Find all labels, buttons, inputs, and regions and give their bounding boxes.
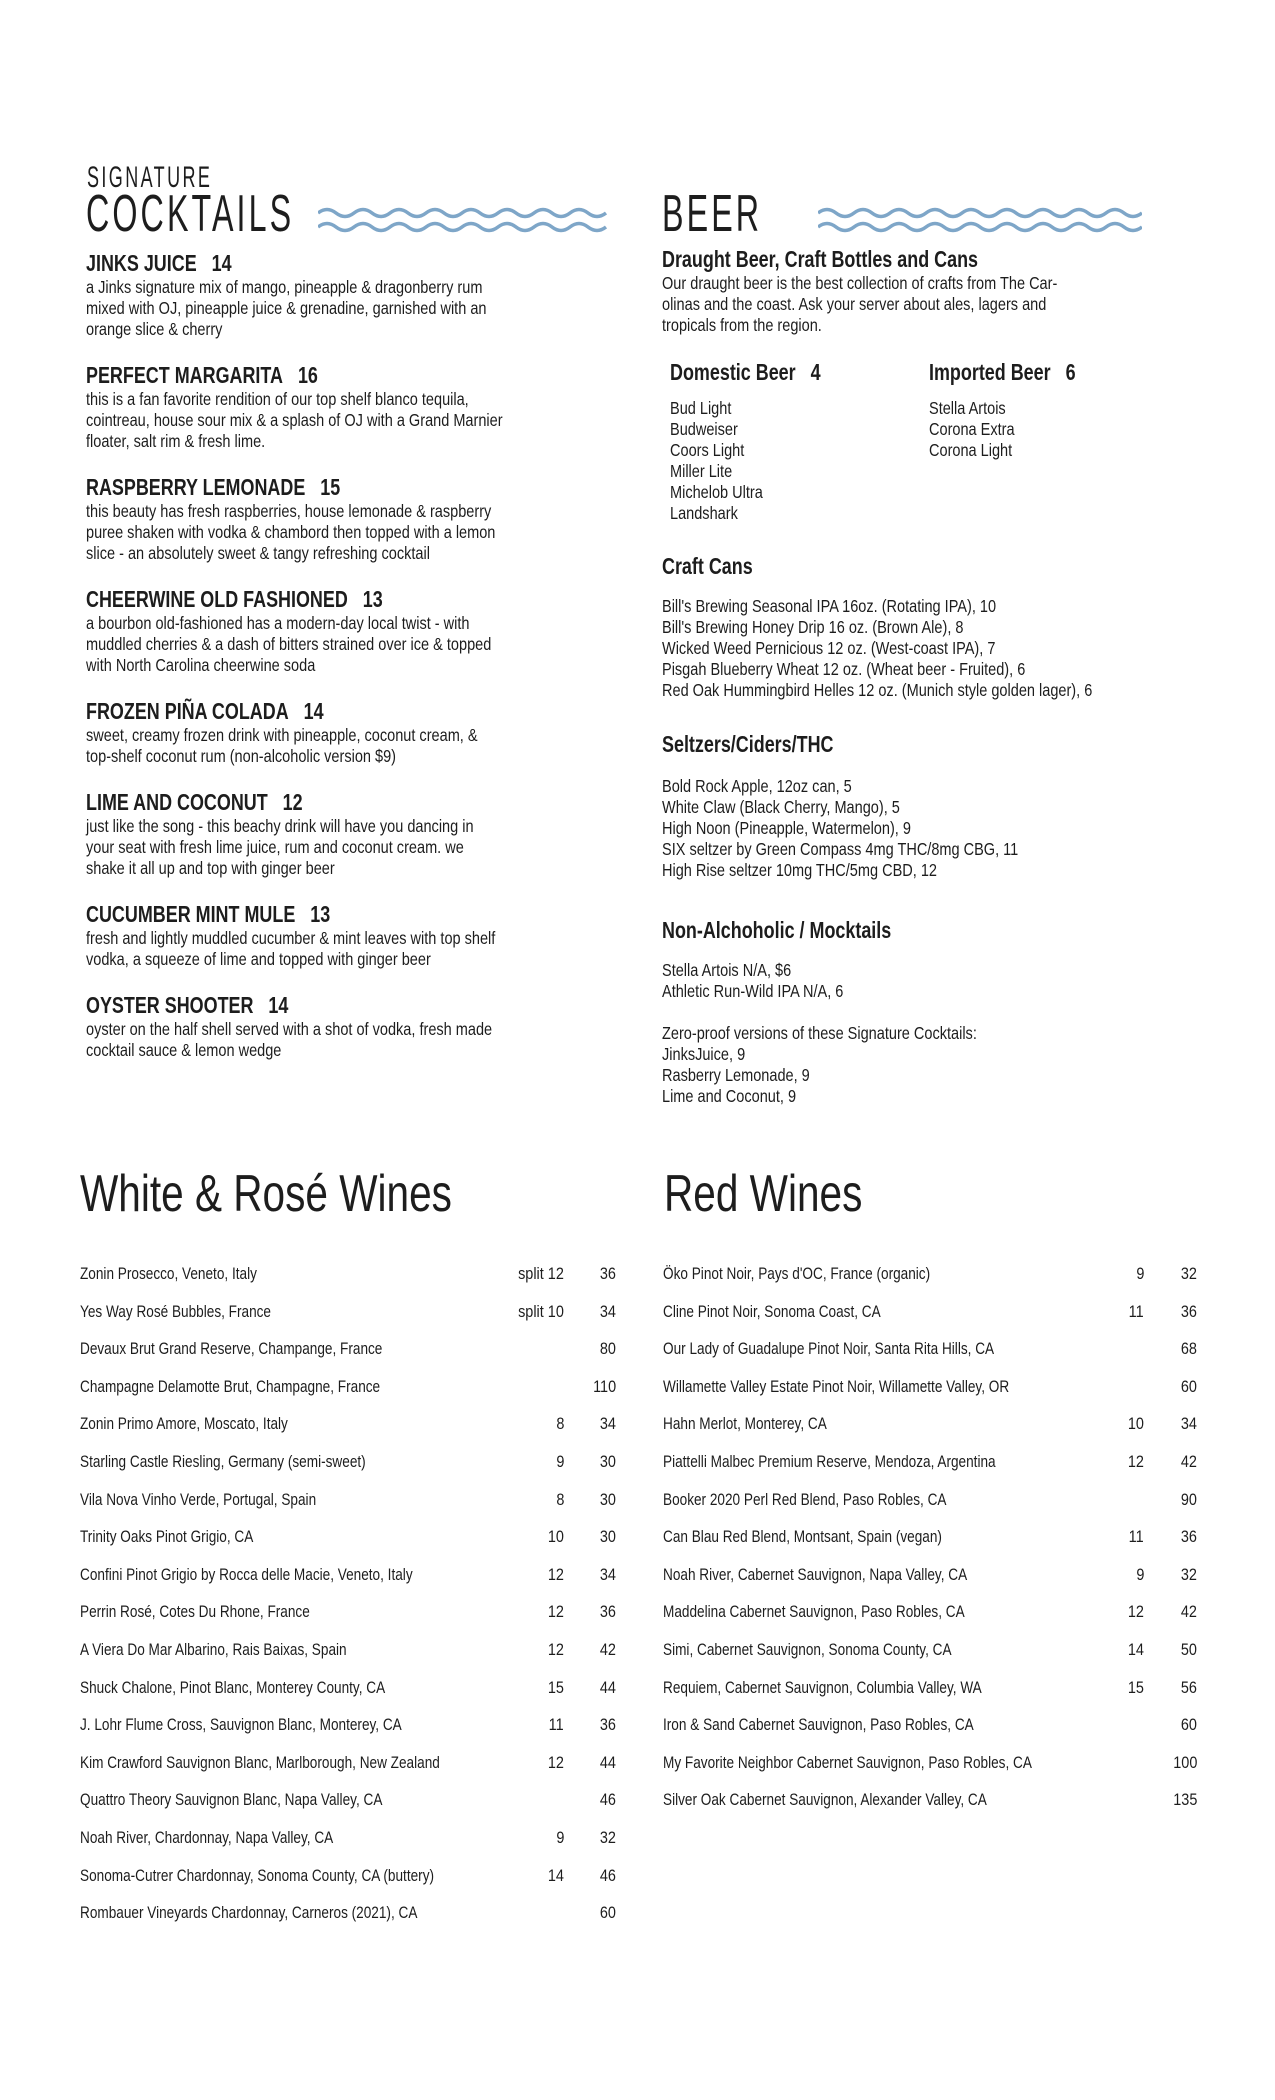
wine-name: Iron & Sand Cabernet Sauvignon, Paso Robles, CA [663, 1715, 974, 1735]
seltzer-item: High Rise seltzer 10mg THC/5mg CBD, 12 [662, 860, 938, 880]
wine-glass-price: 8 [555, 1489, 564, 1509]
cocktail-name-line [86, 789, 626, 816]
wine-bottle-price: 36 [599, 1602, 616, 1622]
wine-row [80, 1640, 616, 1678]
domestic-beer-item: Landshark [670, 503, 738, 523]
cocktail-description-line: shake it all up and top with ginger beer [86, 858, 335, 878]
seltzer-item: SIX seltzer by Green Compass 4mg THC/8mg CBG, 11 [662, 839, 1019, 859]
seltzer-item: High Noon (Pineapple, Watermelon), 9 [662, 818, 911, 838]
wine-row [663, 1302, 1197, 1340]
wine-name: Trinity Oaks Pinot Grigio, CA [80, 1527, 254, 1547]
wine-glass-price: 12 [547, 1602, 564, 1622]
wine-row [80, 1678, 616, 1716]
wine-row [80, 1264, 616, 1302]
wine-bottle-price: 68 [1180, 1339, 1197, 1359]
wine-glass-price: 12 [547, 1564, 564, 1584]
cocktail-description [86, 816, 617, 879]
cocktail-name [86, 789, 303, 816]
wine-row [663, 1678, 1197, 1716]
seltzers-section [662, 731, 1091, 881]
wine-bottle-price: 42 [1180, 1602, 1197, 1622]
cocktail-description [86, 725, 617, 767]
cocktail-item [86, 698, 626, 767]
cocktail-description [86, 389, 617, 452]
seltzers-title: Seltzers/Ciders/THC [662, 731, 834, 757]
wine-bottle-price: 80 [599, 1339, 616, 1359]
craft-can-item: Bill's Brewing Honey Drip 16 oz. (Brown Ale), 8 [662, 617, 964, 637]
wine-name: Our Lady of Guadalupe Pinot Noir, Santa Rita Hills, CA [663, 1339, 995, 1359]
wine-bottle-price: 30 [599, 1489, 616, 1509]
wine-glass-price: 9 [1135, 1264, 1144, 1283]
cocktail-item [86, 992, 626, 1061]
wine-name: Maddelina Cabernet Sauvignon, Paso Robles, CA [663, 1602, 965, 1622]
wine-name: Perrin Rosé, Cotes Du Rhone, France [80, 1602, 310, 1622]
wine-name: Silver Oak Cabernet Sauvignon, Alexander Valley, CA [663, 1790, 987, 1810]
wine-name: Vila Nova Vinho Verde, Portugal, Spain [80, 1489, 317, 1509]
cocktails-wave-decoration [318, 205, 610, 235]
craft-cans-title: Craft Cans [662, 553, 753, 579]
cocktail-description-line: vodka, a squeeze of lime and topped with ginger beer [86, 949, 431, 969]
cocktail-price: 14 [211, 250, 232, 276]
cocktail-description [86, 277, 617, 340]
wine-row [663, 1377, 1197, 1415]
wine-name: Simi, Cabernet Sauvignon, Sonoma County, CA [663, 1639, 952, 1659]
cocktail-price: 13 [310, 901, 331, 927]
cocktail-description [86, 613, 617, 676]
cocktail-description-line: cocktail sauce & lemon wedge [86, 1040, 282, 1060]
wine-row [80, 1903, 616, 1941]
wine-row [663, 1452, 1197, 1490]
wine-bottle-price: 32 [1180, 1564, 1197, 1584]
cocktail-price: 14 [268, 992, 289, 1018]
wine-bottle-price: 100 [1172, 1752, 1197, 1772]
wine-name: Zonin Prosecco, Veneto, Italy [80, 1264, 257, 1283]
wine-row [663, 1339, 1197, 1377]
wine-glass-price: 11 [1128, 1301, 1144, 1321]
cocktail-item [86, 789, 626, 879]
cocktail-title: FROZEN PIÑA COLADA [86, 698, 289, 724]
wine-row [80, 1377, 616, 1415]
imported-beer-section [929, 359, 1117, 461]
cocktail-price: 12 [282, 789, 303, 815]
seltzer-item: White Claw (Black Cherry, Mango), 5 [662, 797, 900, 817]
wine-name: Can Blau Red Blend, Montsant, Spain (vegan) [663, 1527, 942, 1547]
wine-glass-price: 9 [1135, 1564, 1144, 1584]
wine-bottle-price: 34 [1180, 1414, 1197, 1434]
draught-title: Draught Beer, Craft Bottles and Cans [662, 246, 979, 272]
zero-proof-title: Zero-proof versions of these Signature Cocktails: [662, 1023, 977, 1043]
wine-row [663, 1565, 1197, 1603]
wine-glass-price: 14 [547, 1865, 564, 1885]
cocktail-description-line: oyster on the half shell served with a shot of vodka, fresh made [86, 1019, 493, 1039]
craft-can-item: Bill's Brewing Seasonal IPA 16oz. (Rotating IPA), 10 [662, 596, 997, 616]
cocktail-price: 13 [362, 586, 383, 612]
domestic-beer-item: Michelob Ultra [670, 482, 763, 502]
cocktail-item [86, 586, 626, 676]
cocktail-description-line: with North Carolina cheerwine soda [86, 655, 316, 675]
craft-cans-section [662, 553, 1180, 701]
cocktail-name [86, 698, 324, 725]
cocktail-name-line [86, 250, 626, 277]
cocktail-name [86, 362, 318, 389]
wine-glass-price: 11 [548, 1715, 564, 1735]
wine-name: Willamette Valley Estate Pinot Noir, Willamette Valley, OR [663, 1376, 1010, 1396]
wine-glass-price: 12 [547, 1639, 564, 1659]
wine-bottle-price: 30 [599, 1451, 616, 1471]
wine-name: Champagne Delamotte Brut, Champagne, France [80, 1376, 381, 1396]
wine-glass-price: 9 [555, 1451, 564, 1471]
beer-title: BEER [662, 185, 763, 243]
cocktail-price: 16 [297, 362, 318, 388]
cocktail-description-line: fresh and lightly muddled cucumber & mint leaves with top shelf [86, 928, 496, 948]
cocktail-name-line [86, 698, 626, 725]
cocktail-item [86, 250, 626, 340]
cocktail-list [86, 250, 626, 1083]
wine-row [663, 1490, 1197, 1528]
cocktail-price: 14 [303, 698, 324, 724]
wine-glass-price: 12 [1127, 1602, 1144, 1622]
cocktail-description-line: orange slice & cherry [86, 319, 223, 339]
wine-glass-price: 15 [547, 1677, 564, 1697]
seltzer-item: Bold Rock Apple, 12oz can, 5 [662, 776, 852, 796]
wine-glass-price: 10 [1127, 1414, 1144, 1434]
wine-bottle-price: 60 [1180, 1376, 1197, 1396]
imported-beer-item: Stella Artois [929, 398, 1006, 418]
wine-row [80, 1414, 616, 1452]
wine-row [80, 1339, 616, 1377]
zero-proof-item: Lime and Coconut, 9 [662, 1086, 797, 1106]
imported-beer-item: Corona Light [929, 440, 1013, 460]
cocktail-name [86, 586, 383, 613]
cocktail-description-line: your seat with fresh lime juice, rum and coconut cream. we [86, 837, 464, 857]
domestic-beer-item: Bud Light [670, 398, 732, 418]
wine-row [80, 1715, 616, 1753]
wine-bottle-price: 42 [599, 1639, 616, 1659]
cocktail-item [86, 362, 626, 452]
cocktail-description-line: mixed with OJ, pineapple juice & grenadine, garnished with an [86, 298, 487, 318]
wine-row [80, 1753, 616, 1791]
wine-bottle-price: 42 [1180, 1451, 1197, 1471]
seltzers-list [662, 776, 1018, 881]
domestic-beer-title: Domestic Beer 4 [670, 359, 821, 385]
wine-glass-price: 15 [1127, 1677, 1144, 1697]
wine-name: Confini Pinot Grigio by Rocca delle Macie, Veneto, Italy [80, 1564, 413, 1584]
signature-label: SIGNATURE [87, 161, 213, 194]
wine-row [80, 1866, 616, 1904]
wine-row [80, 1452, 616, 1490]
wine-row [663, 1753, 1197, 1791]
imported-beer-item: Corona Extra [929, 419, 1015, 439]
wine-bottle-price: 36 [599, 1715, 616, 1735]
wine-bottle-price: 135 [1172, 1790, 1197, 1810]
cocktail-description-line: this is a fan favorite rendition of our top shelf blanco tequila, [86, 389, 469, 409]
non-alcoholic-title: Non-Alchoholic / Mocktails [662, 917, 892, 943]
cocktail-name [86, 992, 288, 1019]
wine-glass-price: 9 [555, 1827, 564, 1847]
cocktail-description-line: muddled cherries & a dash of bitters strained over ice & topped [86, 634, 492, 654]
domestic-beer-item: Budweiser [670, 419, 738, 439]
wine-name: Piattelli Malbec Premium Reserve, Mendoza, Argentina [663, 1451, 996, 1471]
wine-name: Hahn Merlot, Monterey, CA [663, 1414, 827, 1434]
wine-name: Booker 2020 Perl Red Blend, Paso Robles, CA [663, 1489, 947, 1509]
cocktail-description-line: a Jinks signature mix of mango, pineapple & dragonberry rum [86, 277, 483, 297]
draught-description: Our draught beer is the best collection of crafts from The Car- olinas and the coast. Ask your server about ales, lagers and tropicals from the region. [662, 273, 1058, 335]
wine-name: Yes Way Rosé Bubbles, France [80, 1301, 271, 1321]
zero-proof-block [662, 1023, 977, 1106]
cocktail-description-line: slice - an absolutely sweet & tangy refreshing cocktail [86, 543, 430, 563]
white-wines-title: White & Rosé Wines [80, 1165, 452, 1223]
wine-row [663, 1414, 1197, 1452]
cocktail-description-line: just like the song - this beachy drink will have you dancing in [86, 816, 474, 836]
imported-beer-title: Imported Beer 6 [929, 359, 1076, 385]
beer-wave-decoration [818, 205, 1142, 235]
non-alcoholic-section [662, 917, 1041, 1106]
cocktail-name [86, 474, 340, 501]
cocktail-title: OYSTER SHOOTER [86, 992, 254, 1018]
domestic-beer-list [670, 398, 830, 524]
wine-name: Sonoma-Cutrer Chardonnay, Sonoma County, CA (buttery) [80, 1865, 435, 1885]
domestic-beer-item: Miller Lite [670, 461, 733, 481]
zero-proof-item: JinksJuice, 9 [662, 1044, 746, 1064]
cocktail-name-line [86, 992, 626, 1019]
cocktail-title: PERFECT MARGARITA [86, 362, 283, 388]
wine-name: Noah River, Cabernet Sauvignon, Napa Valley, CA [663, 1564, 968, 1584]
cocktail-item [86, 901, 626, 970]
non-alcoholic-item: Stella Artois N/A, $6 [662, 960, 792, 980]
wine-row [80, 1790, 616, 1828]
zero-proof-item: Rasberry Lemonade, 9 [662, 1065, 810, 1085]
cocktail-description-line: floater, salt rim & fresh lime. [86, 431, 266, 451]
wine-row [80, 1490, 616, 1528]
wine-bottle-price: 32 [599, 1827, 616, 1847]
cocktail-item [86, 474, 626, 564]
cocktail-name-line [86, 474, 626, 501]
wine-row [663, 1790, 1197, 1828]
wine-row [80, 1527, 616, 1565]
wine-row [80, 1565, 616, 1603]
wine-row [663, 1527, 1197, 1565]
cocktail-description-line: puree shaken with vodka & chambord then topped with a lemon [86, 522, 496, 542]
wine-name: J. Lohr Flume Cross, Sauvignon Blanc, Monterey, CA [80, 1715, 402, 1735]
wine-bottle-price: 44 [599, 1677, 616, 1697]
cocktail-description-line: sweet, creamy frozen drink with pineapple, coconut cream, & [86, 725, 478, 745]
wine-name: Starling Castle Riesling, Germany (semi-sweet) [80, 1451, 366, 1471]
wine-name: My Favorite Neighbor Cabernet Sauvignon, Paso Robles, CA [663, 1752, 1032, 1772]
wine-name: Zonin Primo Amore, Moscato, Italy [80, 1414, 288, 1434]
wine-bottle-price: 36 [599, 1264, 616, 1283]
wine-bottle-price: 36 [1180, 1301, 1197, 1321]
wine-bottle-price: 56 [1180, 1677, 1197, 1697]
cocktail-name-line [86, 362, 626, 389]
cocktail-price: 15 [320, 474, 341, 500]
domestic-beer-section [670, 359, 863, 524]
draught-section [662, 246, 1138, 336]
wine-name: Requiem, Cabernet Sauvignon, Columbia Valley, WA [663, 1677, 982, 1697]
cocktails-title: COCKTAILS [86, 185, 295, 243]
non-alcoholic-list [662, 960, 977, 1002]
cocktail-description-line: top-shelf coconut rum (non-alcoholic version $9) [86, 746, 397, 766]
cocktail-name-line [86, 901, 626, 928]
cocktail-name [86, 901, 330, 928]
craft-can-item: Wicked Weed Pernicious 12 oz. (West-coast IPA), 7 [662, 638, 996, 658]
wine-name: Öko Pinot Noir, Pays d'OC, France (organic) [663, 1264, 931, 1283]
wine-glass-price: 12 [547, 1752, 564, 1772]
craft-can-item: Red Oak Hummingbird Helles 12 oz. (Munich style golden lager), 6 [662, 680, 1093, 700]
wine-name: Noah River, Chardonnay, Napa Valley, CA [80, 1827, 334, 1847]
cocktail-title: JINKS JUICE [86, 250, 197, 276]
white-wine-list [80, 1264, 616, 1941]
wine-bottle-price: 90 [1180, 1489, 1197, 1509]
wine-bottle-price: 60 [1180, 1715, 1197, 1735]
wine-glass-price: 12 [1127, 1451, 1144, 1471]
cocktail-title: RASPBERRY LEMONADE [86, 474, 306, 500]
cocktail-title: CHEERWINE OLD FASHIONED [86, 586, 348, 612]
wine-row [663, 1264, 1197, 1302]
cocktail-title: LIME AND COCONUT [86, 789, 268, 815]
cocktail-description [86, 501, 617, 564]
cocktail-description-line: a bourbon old-fashioned has a modern-day local twist - with [86, 613, 470, 633]
wine-name: Shuck Chalone, Pinot Blanc, Monterey County, CA [80, 1677, 386, 1697]
cocktail-description-line: cointreau, house sour mix & a splash of OJ with a Grand Marnier [86, 410, 503, 430]
cocktail-name-line [86, 586, 626, 613]
wine-bottle-price: 36 [1180, 1527, 1197, 1547]
wine-name: Cline Pinot Noir, Sonoma Coast, CA [663, 1301, 881, 1321]
cocktail-description [86, 1019, 617, 1061]
wine-bottle-price: 46 [599, 1790, 616, 1810]
wine-bottle-price: 30 [599, 1527, 616, 1547]
cocktail-name [86, 250, 232, 277]
craft-can-item: Pisgah Blueberry Wheat 12 oz. (Wheat beer - Fruited), 6 [662, 659, 1026, 679]
wine-row [80, 1302, 616, 1340]
imported-beer-list [929, 398, 1085, 461]
wine-row [80, 1828, 616, 1866]
wine-name: Kim Crawford Sauvignon Blanc, Marlborough, New Zealand [80, 1752, 440, 1772]
cocktail-description-line: this beauty has fresh raspberries, house lemonade & raspberry [86, 501, 492, 521]
wine-bottle-price: 46 [599, 1865, 616, 1885]
cocktail-title: CUCUMBER MINT MULE [86, 901, 296, 927]
wine-bottle-price: 110 [592, 1376, 616, 1396]
red-wine-list [663, 1264, 1197, 1828]
red-wines-title: Red Wines [664, 1165, 863, 1223]
wine-row [663, 1602, 1197, 1640]
wine-glass-price: split 12 [518, 1264, 564, 1283]
wine-name: Devaux Brut Grand Reserve, Champange, France [80, 1339, 383, 1359]
wine-bottle-price: 34 [599, 1564, 616, 1584]
domestic-beer-item: Coors Light [670, 440, 745, 460]
wine-glass-price: 11 [1128, 1527, 1144, 1547]
wine-bottle-price: 34 [599, 1301, 616, 1321]
non-alcoholic-item: Athletic Run-Wild IPA N/A, 6 [662, 981, 844, 1001]
wine-glass-price: 10 [547, 1527, 564, 1547]
wine-name: A Viera Do Mar Albarino, Rais Baixas, Spain [80, 1639, 347, 1659]
wine-row [663, 1715, 1197, 1753]
wine-name: Rombauer Vineyards Chardonnay, Carneros (2021), CA [80, 1903, 418, 1923]
craft-cans-list [662, 596, 1092, 701]
wine-name: Quattro Theory Sauvignon Blanc, Napa Valley, CA [80, 1790, 383, 1810]
wine-bottle-price: 60 [599, 1903, 616, 1923]
wine-glass-price: 8 [555, 1414, 564, 1434]
wine-glass-price: 14 [1127, 1639, 1144, 1659]
wine-row [663, 1640, 1197, 1678]
wine-bottle-price: 44 [599, 1752, 616, 1772]
cocktail-description [86, 928, 617, 970]
wine-row [80, 1602, 616, 1640]
wine-bottle-price: 50 [1180, 1639, 1197, 1659]
wine-glass-price: split 10 [518, 1301, 564, 1321]
wine-bottle-price: 32 [1180, 1264, 1197, 1283]
wine-bottle-price: 34 [599, 1414, 616, 1434]
